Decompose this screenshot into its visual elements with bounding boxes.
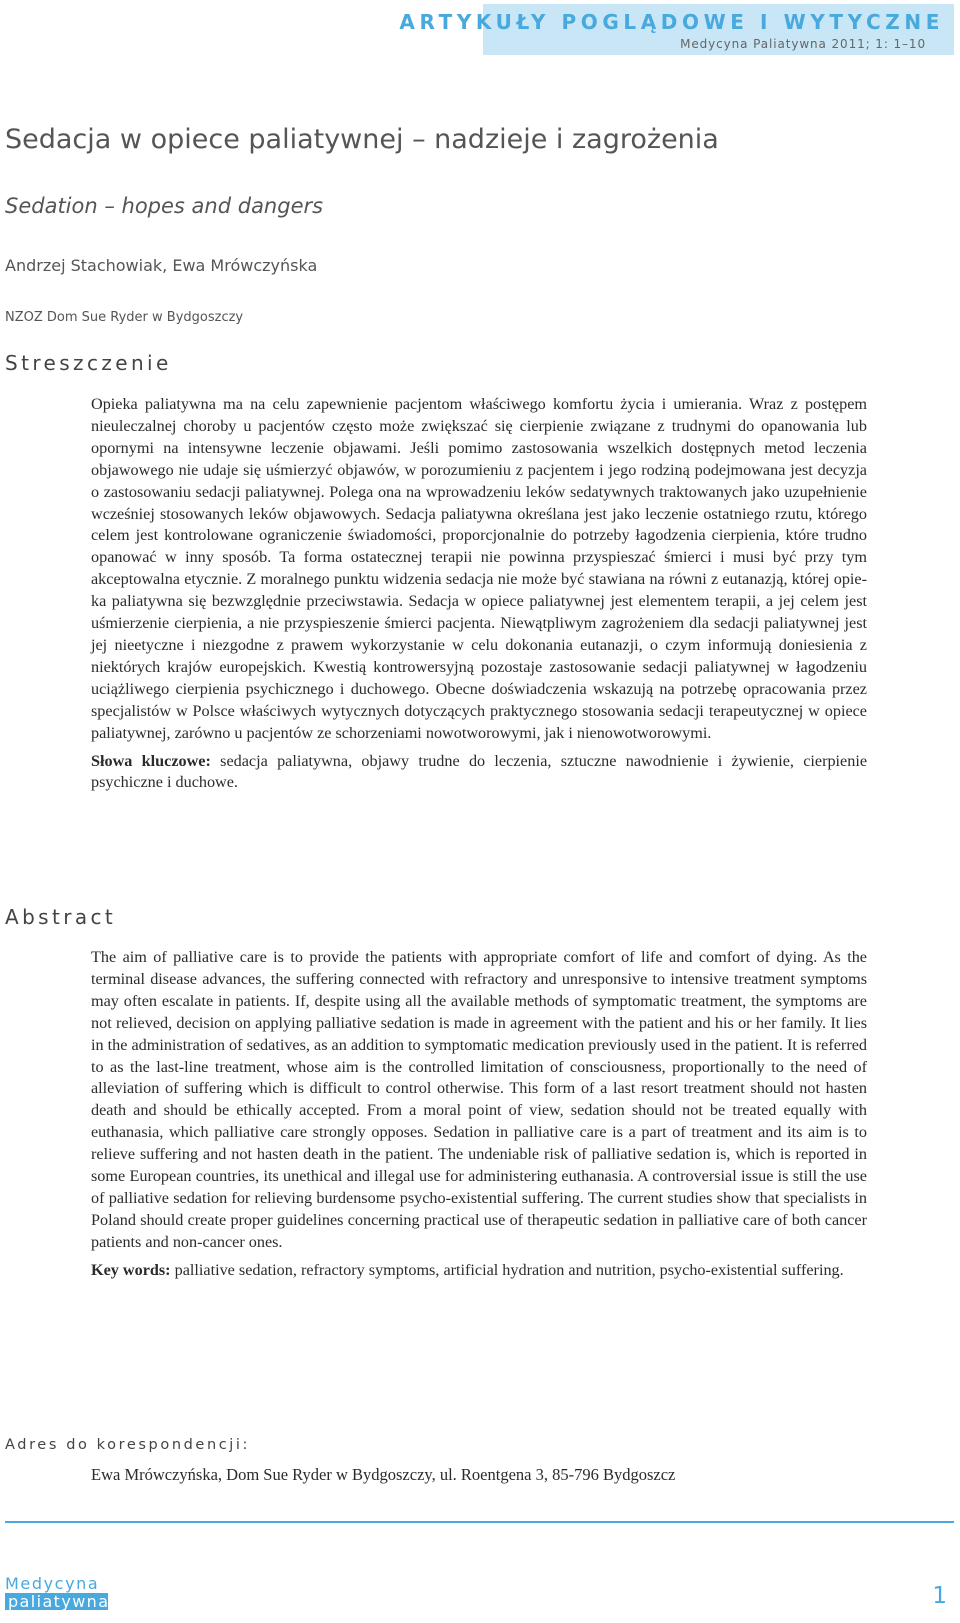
keywords-label: Key words: (91, 1260, 171, 1279)
article-authors: Andrzej Stachowiak, Ewa Mrówczyńska (5, 256, 318, 275)
section-category: ARTYKUŁY POGLĄDOWE I WYTYCZNE (399, 10, 944, 34)
journal-logo (5, 1575, 108, 1610)
keywords-value: palliative sedation, refractory symptoms, artificial hydration and nutrition, psycho-existential suffering. (174, 1260, 844, 1279)
author-affiliation: NZOZ Dom Sue Ryder w Bydgoszczy (5, 310, 244, 325)
abstract-keywords (91, 1260, 867, 1282)
correspondence-address: Ewa Mrówczyńska, Dom Sue Ryder w Bydgoszczy, ul. Roentgena 3, 85-796 Bydgoszcz (91, 1465, 676, 1484)
streszczenie-section (91, 394, 867, 794)
keywords-label: Słowa kluczowe: (91, 751, 211, 770)
keywords-value: sedacja paliatywna, objawy trudne do leczenia, sztuczne nawodnienie i żywienie, cierpienie psychiczne i duchowe. (91, 751, 868, 792)
correspondence-heading: Adres do korespondencji: (5, 1437, 251, 1453)
footer-divider (5, 1521, 954, 1523)
journal-citation: Medycyna Paliatywna 2011; 1: 1–10 (680, 37, 926, 51)
abstract-section (91, 947, 867, 1282)
streszczenie-heading: Streszczenie (5, 351, 172, 375)
streszczenie-text: Opieka paliatywna ma na celu zapewnienie pacjentom właściwego komfortu życia i umierania. Wraz z postępem nieuleczalnej choroby u pacjentów często może zwiększać się cierpienie związane z trudnymi do opanowania lub opornymi na intensywne leczenie objawami. Jeśli pomimo zastosowania wszelkich dostępnych metod leczenia objawowego nie udaje się uśmierzyć objawów, w porozumieniu z pacjentem i jego rodziną podejmowana jest decyzja o zastosowaniu sedacji paliatywnej. Polega ona na wprowadzeniu leków sedatywnych traktowanych jako uzupełnienie wcześniej stosowanych leków objawowych. Sedacja paliatywna określana jest jako leczenie ostatniego rzutu, którego celem jest kontrolowane ograniczenie świadomości, proporcjonalnie do potrzeby łagodzenia cierpienia, które trudno opanować w inny sposób. Ta forma ostatecznej terapii nie powinna przyspieszać śmierci i musi być przy tym akceptowalna etycznie. Z moralnego punktu widzenia sedacja nie może być stawiana na równi z eutanazją, której opieka paliatywna się bezwzględnie przeciwstawia. Sedacja w opiece paliatywnej jest elementem terapii, a jej celem jest uśmierzenie cierpienia, a nie przyspieszenie śmierci pacjenta. Niewątpliwym zagrożeniem dla sedacji paliatywnej jest jej nieetyczne i niezgodne z prawem wykorzystanie w celu dokonania eutanazji, o czym informują doniesienia z niektórych krajów europejskich. Kwestią kontrowersyjną pozostaje zastosowanie sedacji paliatywnej w łagodzeniu uciążliwego cierpienia psychicznego i duchowego. Obecne doświadczenia wskazują na potrzebę opracowania przez specjalistów w Polsce właściwych wytycznych dotyczących praktycznego stosowania sedacji terapeutycznej w opiece paliatywnej, zarówno u pacjentów ze schorzeniami nowotworowymi, jak i nienowotworowymi. (91, 395, 867, 742)
page-number: 1 (932, 1583, 947, 1609)
logo-line-medycyna: Medycyna (5, 1574, 100, 1593)
abstract-heading: Abstract (5, 905, 117, 929)
article-subtitle: Sedation – hopes and dangers (5, 194, 324, 218)
logo-line-paliatywna: paliatywna (5, 1593, 108, 1610)
abstract-text: The aim of palliative care is to provide the patients with appropriate comfort of life and comfort of dying. As the terminal disease advances, the suffering connected with refractory and unresponsive to intensive treatment symptoms may often escalate in patients. If, despite using all the available methods of symptomatic treatment, the symptoms are not relieved, decision on applying palliative sedation is made in agreement with the patient and his or her family. It lies in the administration of sedatives, as an addition to symptomatic medication previously used in the patient. It is referred to as the last-line treatment, whose aim is the controlled limitation of consciousness, proportionally to the need of alleviation of suffering which is difficult to control otherwise. This form of a last resort treatment should not hasten death and should be ethically accepted. From a moral point of view, sedation should not be treated equally with euthanasia, which palliative care strongly opposes. Sedation in palliative care is a part of treatment and its aim is to relieve suffering and not hasten death in the patient. The undeniable risk of palliative sedation is, which is reported in some European countries, its unethical and illegal use for administering euthanasia. A controversial issue is still the use of palliative sedation for relieving burdensome psycho-existential suffering. The current studies show that specialists in Poland should create proper guidelines concerning practical use of therapeutic sedation in palliative care of both cancer patients and non-cancer ones. (91, 948, 867, 1251)
journal-section-header (399, 4, 954, 55)
article-title: Sedacja w opiece paliatywnej – nadzieje i zagrożenia (5, 124, 719, 155)
streszczenie-keywords (91, 751, 867, 795)
